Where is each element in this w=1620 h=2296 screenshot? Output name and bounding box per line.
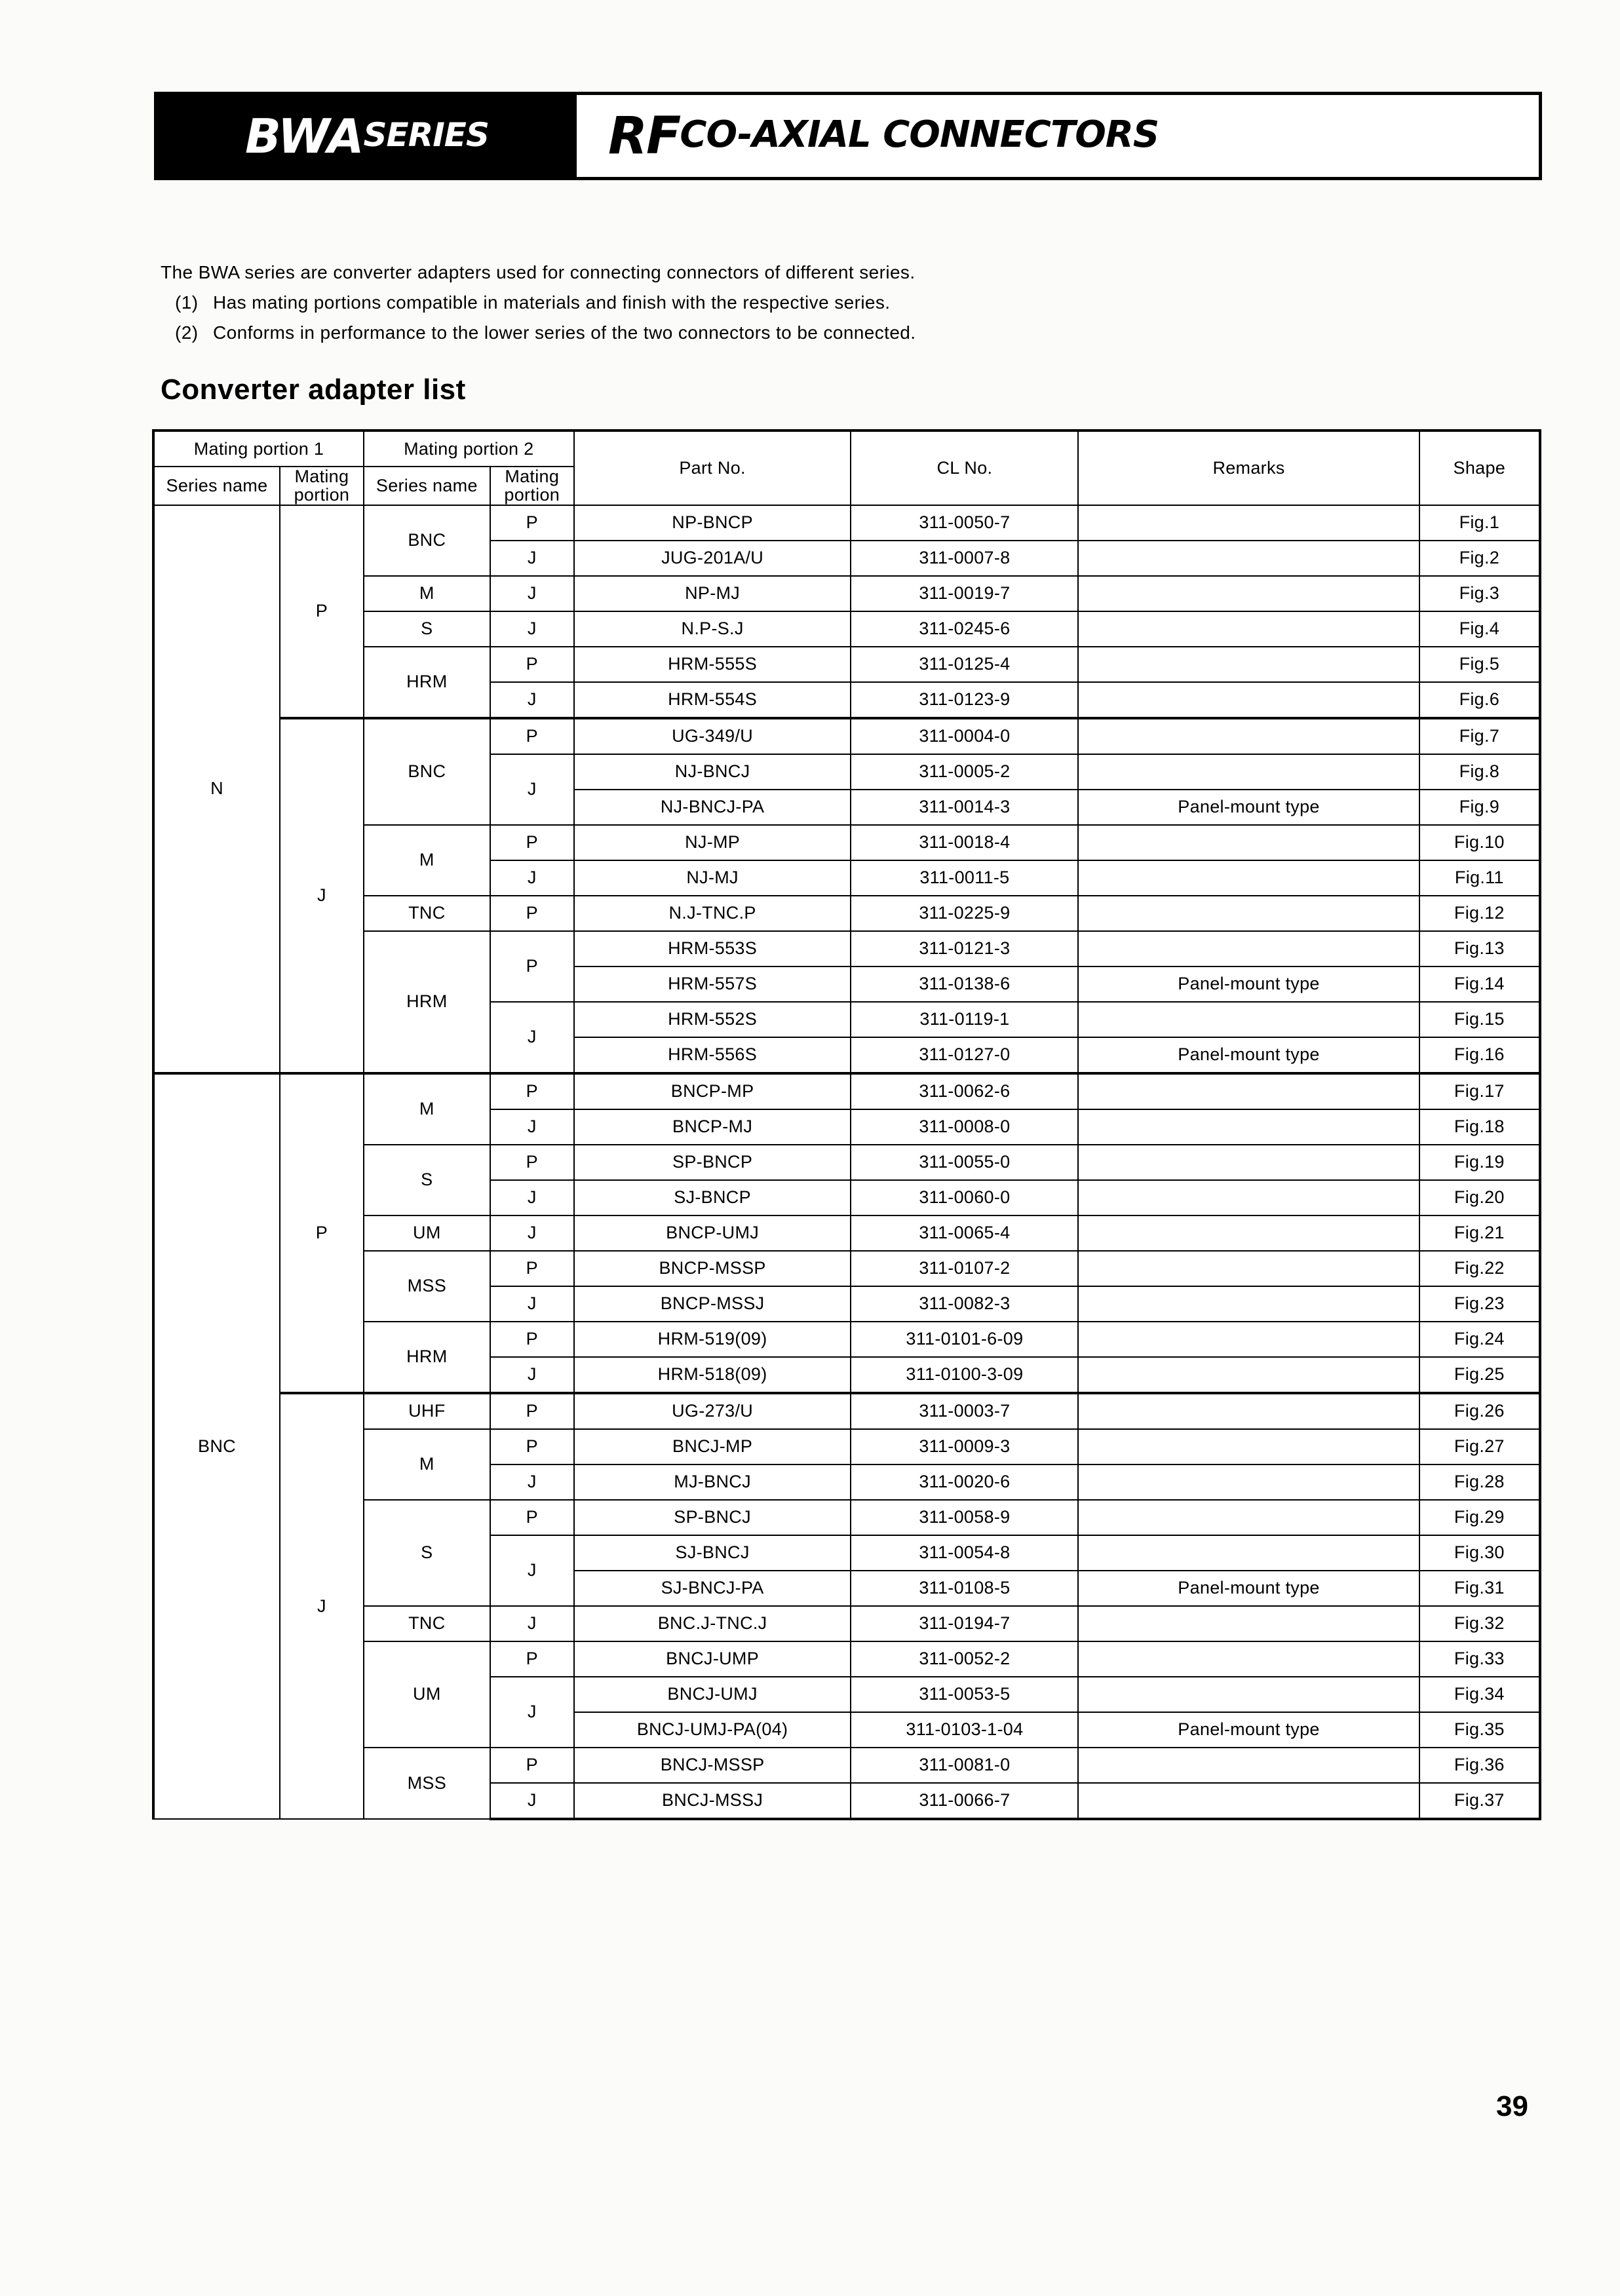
cell-cl-no: 311-0003-7 — [851, 1393, 1078, 1429]
cell-remarks — [1078, 1535, 1419, 1571]
cell-part-no: BNCP-MP — [574, 1073, 851, 1109]
cell-mating2: J — [490, 541, 574, 576]
cell-cl-no: 311-0062-6 — [851, 1073, 1078, 1109]
cell-shape: Fig.16 — [1419, 1037, 1540, 1073]
cell-remarks: Panel-mount type — [1078, 790, 1419, 825]
cell-shape: Fig.25 — [1419, 1357, 1540, 1393]
cell-series2: MSS — [364, 1748, 490, 1819]
cell-cl-no: 311-0014-3 — [851, 790, 1078, 825]
cell-part-no: SP-BNCJ — [574, 1500, 851, 1535]
cell-remarks — [1078, 541, 1419, 576]
cell-shape: Fig.27 — [1419, 1429, 1540, 1464]
cell-mating2: P — [490, 1073, 574, 1109]
cell-shape: Fig.19 — [1419, 1145, 1540, 1180]
cell-series2: MSS — [364, 1251, 490, 1322]
header-series-name-2: Series name — [364, 467, 490, 505]
cell-cl-no: 311-0011-5 — [851, 860, 1078, 896]
cell-remarks — [1078, 1002, 1419, 1037]
cell-shape: Fig.30 — [1419, 1535, 1540, 1571]
cell-part-no: BNC.J-TNC.J — [574, 1606, 851, 1641]
cell-shape: Fig.33 — [1419, 1641, 1540, 1677]
cell-mating2: P — [490, 505, 574, 541]
cell-remarks — [1078, 1783, 1419, 1819]
table-header-row-1 — [153, 430, 1540, 467]
cell-remarks — [1078, 1464, 1419, 1500]
converter-adapter-table — [152, 429, 1541, 1820]
cell-shape: Fig.34 — [1419, 1677, 1540, 1712]
cell-cl-no: 311-0127-0 — [851, 1037, 1078, 1073]
cell-cl-no: 311-0108-5 — [851, 1571, 1078, 1606]
intro-text — [161, 259, 1406, 349]
cell-shape: Fig.15 — [1419, 1002, 1540, 1037]
cell-shape: Fig.23 — [1419, 1286, 1540, 1322]
cell-part-no: HRM-518(09) — [574, 1357, 851, 1393]
cell-remarks — [1078, 682, 1419, 718]
cell-shape: Fig.24 — [1419, 1322, 1540, 1357]
cell-series2: TNC — [364, 1606, 490, 1641]
cell-shape: Fig.20 — [1419, 1180, 1540, 1215]
cell-shape: Fig.7 — [1419, 718, 1540, 754]
cell-series2: M — [364, 576, 490, 611]
cell-series2: M — [364, 1429, 490, 1500]
cell-remarks — [1078, 611, 1419, 647]
cell-mating2: J — [490, 1286, 574, 1322]
cell-mating2: J — [490, 860, 574, 896]
cell-shape: Fig.14 — [1419, 966, 1540, 1002]
header-mating-portion-1-line1: Mating — [294, 467, 349, 486]
cell-part-no: MJ-BNCJ — [574, 1464, 851, 1500]
cell-part-no: BNCJ-UMP — [574, 1641, 851, 1677]
cell-cl-no: 311-0123-9 — [851, 682, 1078, 718]
cell-shape: Fig.21 — [1419, 1215, 1540, 1251]
cell-part-no: SP-BNCP — [574, 1145, 851, 1180]
cell-mating2: P — [490, 718, 574, 754]
cell-cl-no: 311-0055-0 — [851, 1145, 1078, 1180]
cell-shape: Fig.3 — [1419, 576, 1540, 611]
cell-part-no: NJ-MP — [574, 825, 851, 860]
cell-part-no: BNCP-MJ — [574, 1109, 851, 1145]
cell-shape: Fig.18 — [1419, 1109, 1540, 1145]
cell-series2: S — [364, 1145, 490, 1215]
cell-series1: N — [153, 505, 280, 1073]
cell-part-no: SJ-BNCJ-PA — [574, 1571, 851, 1606]
page-number: 39 — [1496, 2090, 1528, 2122]
cell-remarks — [1078, 1677, 1419, 1712]
intro-item-2-number: (2) — [175, 322, 199, 343]
cell-remarks — [1078, 1393, 1419, 1429]
table-row — [153, 718, 1540, 754]
cell-shape: Fig.10 — [1419, 825, 1540, 860]
header-series-name-1: Series name — [153, 467, 280, 505]
table-row — [153, 505, 1540, 541]
cell-series2: S — [364, 611, 490, 647]
cell-cl-no: 311-0066-7 — [851, 1783, 1078, 1819]
cell-part-no: HRM-552S — [574, 1002, 851, 1037]
cell-remarks — [1078, 1748, 1419, 1783]
cell-cl-no: 311-0058-9 — [851, 1500, 1078, 1535]
cell-remarks — [1078, 1500, 1419, 1535]
cell-remarks — [1078, 1073, 1419, 1109]
cell-part-no: NJ-BNCJ — [574, 754, 851, 790]
cell-remarks — [1078, 647, 1419, 682]
cell-part-no: SJ-BNCJ — [574, 1535, 851, 1571]
cell-shape: Fig.36 — [1419, 1748, 1540, 1783]
cell-shape: Fig.12 — [1419, 896, 1540, 931]
cell-mating2: P — [490, 1500, 574, 1535]
cell-series2: UM — [364, 1215, 490, 1251]
cell-shape: Fig.11 — [1419, 860, 1540, 896]
cell-part-no: BNCJ-UMJ — [574, 1677, 851, 1712]
cell-mating1: J — [280, 1393, 364, 1819]
banner-title-main: CO-AXIAL CONNECTORS — [680, 113, 1159, 156]
cell-shape: Fig.35 — [1419, 1712, 1540, 1748]
cell-shape: Fig.28 — [1419, 1464, 1540, 1500]
cell-series2: M — [364, 825, 490, 896]
cell-remarks: Panel-mount type — [1078, 966, 1419, 1002]
cell-mating2: J — [490, 576, 574, 611]
cell-part-no: HRM-556S — [574, 1037, 851, 1073]
cell-cl-no: 311-0020-6 — [851, 1464, 1078, 1500]
cell-cl-no: 311-0194-7 — [851, 1606, 1078, 1641]
cell-series2: M — [364, 1073, 490, 1145]
cell-part-no: JUG-201A/U — [574, 541, 851, 576]
cell-remarks — [1078, 1109, 1419, 1145]
cell-mating2: P — [490, 825, 574, 860]
cell-part-no: HRM-519(09) — [574, 1322, 851, 1357]
cell-part-no: HRM-557S — [574, 966, 851, 1002]
page-banner — [154, 92, 1542, 180]
cell-mating2: P — [490, 1322, 574, 1357]
header-mating-portion-2: Mating portion 2 — [364, 430, 574, 467]
cell-cl-no: 311-0053-5 — [851, 1677, 1078, 1712]
cell-series2: UHF — [364, 1393, 490, 1429]
cell-part-no: NP-MJ — [574, 576, 851, 611]
cell-part-no: BNCJ-MSSP — [574, 1748, 851, 1783]
cell-cl-no: 311-0121-3 — [851, 931, 1078, 966]
cell-cl-no: 311-0065-4 — [851, 1215, 1078, 1251]
cell-shape: Fig.22 — [1419, 1251, 1540, 1286]
cell-shape: Fig.29 — [1419, 1500, 1540, 1535]
banner-series-word: SERIES — [363, 116, 489, 154]
cell-remarks — [1078, 505, 1419, 541]
cell-part-no: BNCJ-UMJ-PA(04) — [574, 1712, 851, 1748]
cell-shape: Fig.6 — [1419, 682, 1540, 718]
cell-series2: S — [364, 1500, 490, 1606]
cell-mating2: J — [490, 1677, 574, 1748]
cell-mating2: P — [490, 896, 574, 931]
cell-cl-no: 311-0019-7 — [851, 576, 1078, 611]
header-mating-portion-1: Mating portion 1 — [153, 430, 364, 467]
cell-mating2: J — [490, 1783, 574, 1819]
cell-remarks — [1078, 931, 1419, 966]
cell-cl-no: 311-0054-8 — [851, 1535, 1078, 1571]
cell-series2: BNC — [364, 718, 490, 825]
cell-remarks — [1078, 754, 1419, 790]
cell-mating2: P — [490, 1145, 574, 1180]
cell-shape: Fig.17 — [1419, 1073, 1540, 1109]
cell-series2: BNC — [364, 505, 490, 576]
cell-part-no: NJ-MJ — [574, 860, 851, 896]
cell-cl-no: 311-0018-4 — [851, 825, 1078, 860]
cell-mating2: J — [490, 1180, 574, 1215]
cell-shape: Fig.2 — [1419, 541, 1540, 576]
cell-mating2: J — [490, 1002, 574, 1073]
cell-cl-no: 311-0007-8 — [851, 541, 1078, 576]
cell-series1: BNC — [153, 1073, 280, 1819]
cell-part-no: BNCP-MSSJ — [574, 1286, 851, 1322]
cell-remarks — [1078, 1180, 1419, 1215]
cell-shape: Fig.9 — [1419, 790, 1540, 825]
cell-remarks — [1078, 1215, 1419, 1251]
cell-remarks — [1078, 1251, 1419, 1286]
cell-mating2: P — [490, 1641, 574, 1677]
cell-mating2: J — [490, 611, 574, 647]
cell-part-no: NP-BNCP — [574, 505, 851, 541]
cell-mating2: J — [490, 1215, 574, 1251]
cell-series2: UM — [364, 1641, 490, 1748]
cell-cl-no: 311-0125-4 — [851, 647, 1078, 682]
cell-remarks — [1078, 576, 1419, 611]
cell-series2: HRM — [364, 931, 490, 1073]
cell-part-no: NJ-BNCJ-PA — [574, 790, 851, 825]
cell-remarks — [1078, 1286, 1419, 1322]
cell-part-no: BNCJ-MSSJ — [574, 1783, 851, 1819]
cell-mating1: J — [280, 718, 364, 1073]
cell-mating2: P — [490, 647, 574, 682]
intro-item-2 — [161, 319, 1406, 347]
cell-series2: HRM — [364, 1322, 490, 1393]
banner-title-block — [577, 95, 1539, 177]
header-part-no: Part No. — [574, 430, 851, 505]
intro-item-1-text: Has mating portions compatible in materials and finish with the respective series. — [213, 292, 891, 313]
cell-mating2: J — [490, 1464, 574, 1500]
cell-remarks — [1078, 825, 1419, 860]
cell-shape: Fig.8 — [1419, 754, 1540, 790]
cell-remarks: Panel-mount type — [1078, 1712, 1419, 1748]
cell-shape: Fig.37 — [1419, 1783, 1540, 1819]
header-mating-portion-2-line2: portion — [504, 485, 560, 505]
cell-shape: Fig.26 — [1419, 1393, 1540, 1429]
cell-remarks — [1078, 896, 1419, 931]
cell-cl-no: 311-0008-0 — [851, 1109, 1078, 1145]
header-mating-portion-1-line2: portion — [294, 485, 350, 505]
cell-cl-no: 311-0052-2 — [851, 1641, 1078, 1677]
intro-item-2-text: Conforms in performance to the lower series of the two connectors to be connected. — [213, 322, 916, 343]
cell-part-no: UG-349/U — [574, 718, 851, 754]
header-mating-portion-2-sub — [490, 467, 574, 505]
cell-cl-no: 311-0082-3 — [851, 1286, 1078, 1322]
intro-item-1 — [161, 289, 1406, 316]
intro-lead: The BWA series are converter adapters used for connecting connectors of different series. — [161, 262, 916, 282]
cell-cl-no: 311-0225-9 — [851, 896, 1078, 931]
cell-mating2: J — [490, 754, 574, 825]
cell-part-no: HRM-553S — [574, 931, 851, 966]
cell-cl-no: 311-0101-6-09 — [851, 1322, 1078, 1357]
cell-remarks — [1078, 1606, 1419, 1641]
header-mating-portion-1-sub — [280, 467, 364, 505]
cell-shape: Fig.4 — [1419, 611, 1540, 647]
table-row — [153, 1073, 1540, 1109]
cell-part-no: HRM-554S — [574, 682, 851, 718]
cell-mating2: P — [490, 1429, 574, 1464]
cell-cl-no: 311-0119-1 — [851, 1002, 1078, 1037]
cell-remarks: Panel-mount type — [1078, 1037, 1419, 1073]
banner-series-name: BWA — [245, 108, 364, 164]
cell-cl-no: 311-0081-0 — [851, 1748, 1078, 1783]
cell-part-no: SJ-BNCP — [574, 1180, 851, 1215]
cell-mating2: P — [490, 1251, 574, 1286]
cell-mating2: P — [490, 931, 574, 1002]
cell-remarks — [1078, 1429, 1419, 1464]
cell-shape: Fig.32 — [1419, 1606, 1540, 1641]
cell-mating2: J — [490, 682, 574, 718]
cell-part-no: BNCP-UMJ — [574, 1215, 851, 1251]
banner-series-block — [157, 95, 577, 177]
cell-shape: Fig.5 — [1419, 647, 1540, 682]
cell-remarks — [1078, 1641, 1419, 1677]
cell-cl-no: 311-0100-3-09 — [851, 1357, 1078, 1393]
cell-part-no: HRM-555S — [574, 647, 851, 682]
cell-mating2: P — [490, 1748, 574, 1783]
cell-shape: Fig.13 — [1419, 931, 1540, 966]
cell-shape: Fig.1 — [1419, 505, 1540, 541]
cell-mating2: J — [490, 1357, 574, 1393]
cell-cl-no: 311-0138-6 — [851, 966, 1078, 1002]
cell-remarks — [1078, 860, 1419, 896]
cell-cl-no: 311-0009-3 — [851, 1429, 1078, 1464]
header-shape: Shape — [1419, 430, 1540, 505]
table-row — [153, 1393, 1540, 1429]
cell-remarks — [1078, 1145, 1419, 1180]
cell-cl-no: 311-0004-0 — [851, 718, 1078, 754]
cell-cl-no: 311-0050-7 — [851, 505, 1078, 541]
table-body — [153, 505, 1540, 1819]
cell-mating2: P — [490, 1393, 574, 1429]
cell-remarks — [1078, 718, 1419, 754]
cell-mating1: P — [280, 1073, 364, 1393]
header-cl-no: CL No. — [851, 430, 1078, 505]
cell-part-no: N.J-TNC.P — [574, 896, 851, 931]
cell-mating2: J — [490, 1535, 574, 1606]
cell-part-no: BNCP-MSSP — [574, 1251, 851, 1286]
header-remarks: Remarks — [1078, 430, 1419, 505]
section-title: Converter adapter list — [161, 373, 466, 406]
cell-cl-no: 311-0005-2 — [851, 754, 1078, 790]
cell-series2: TNC — [364, 896, 490, 931]
cell-mating2: J — [490, 1606, 574, 1641]
cell-cl-no: 311-0245-6 — [851, 611, 1078, 647]
banner-title-prefix: RF — [608, 106, 680, 166]
header-mating-portion-2-line1: Mating — [505, 467, 560, 486]
cell-part-no: N.P-S.J — [574, 611, 851, 647]
cell-shape: Fig.31 — [1419, 1571, 1540, 1606]
cell-cl-no: 311-0107-2 — [851, 1251, 1078, 1286]
cell-part-no: UG-273/U — [574, 1393, 851, 1429]
cell-series2: HRM — [364, 647, 490, 718]
cell-cl-no: 311-0060-0 — [851, 1180, 1078, 1215]
cell-mating2: J — [490, 1109, 574, 1145]
cell-part-no: BNCJ-MP — [574, 1429, 851, 1464]
intro-item-1-number: (1) — [175, 292, 199, 313]
cell-remarks: Panel-mount type — [1078, 1571, 1419, 1606]
cell-remarks — [1078, 1357, 1419, 1393]
cell-remarks — [1078, 1322, 1419, 1357]
cell-cl-no: 311-0103-1-04 — [851, 1712, 1078, 1748]
cell-mating1: P — [280, 505, 364, 718]
